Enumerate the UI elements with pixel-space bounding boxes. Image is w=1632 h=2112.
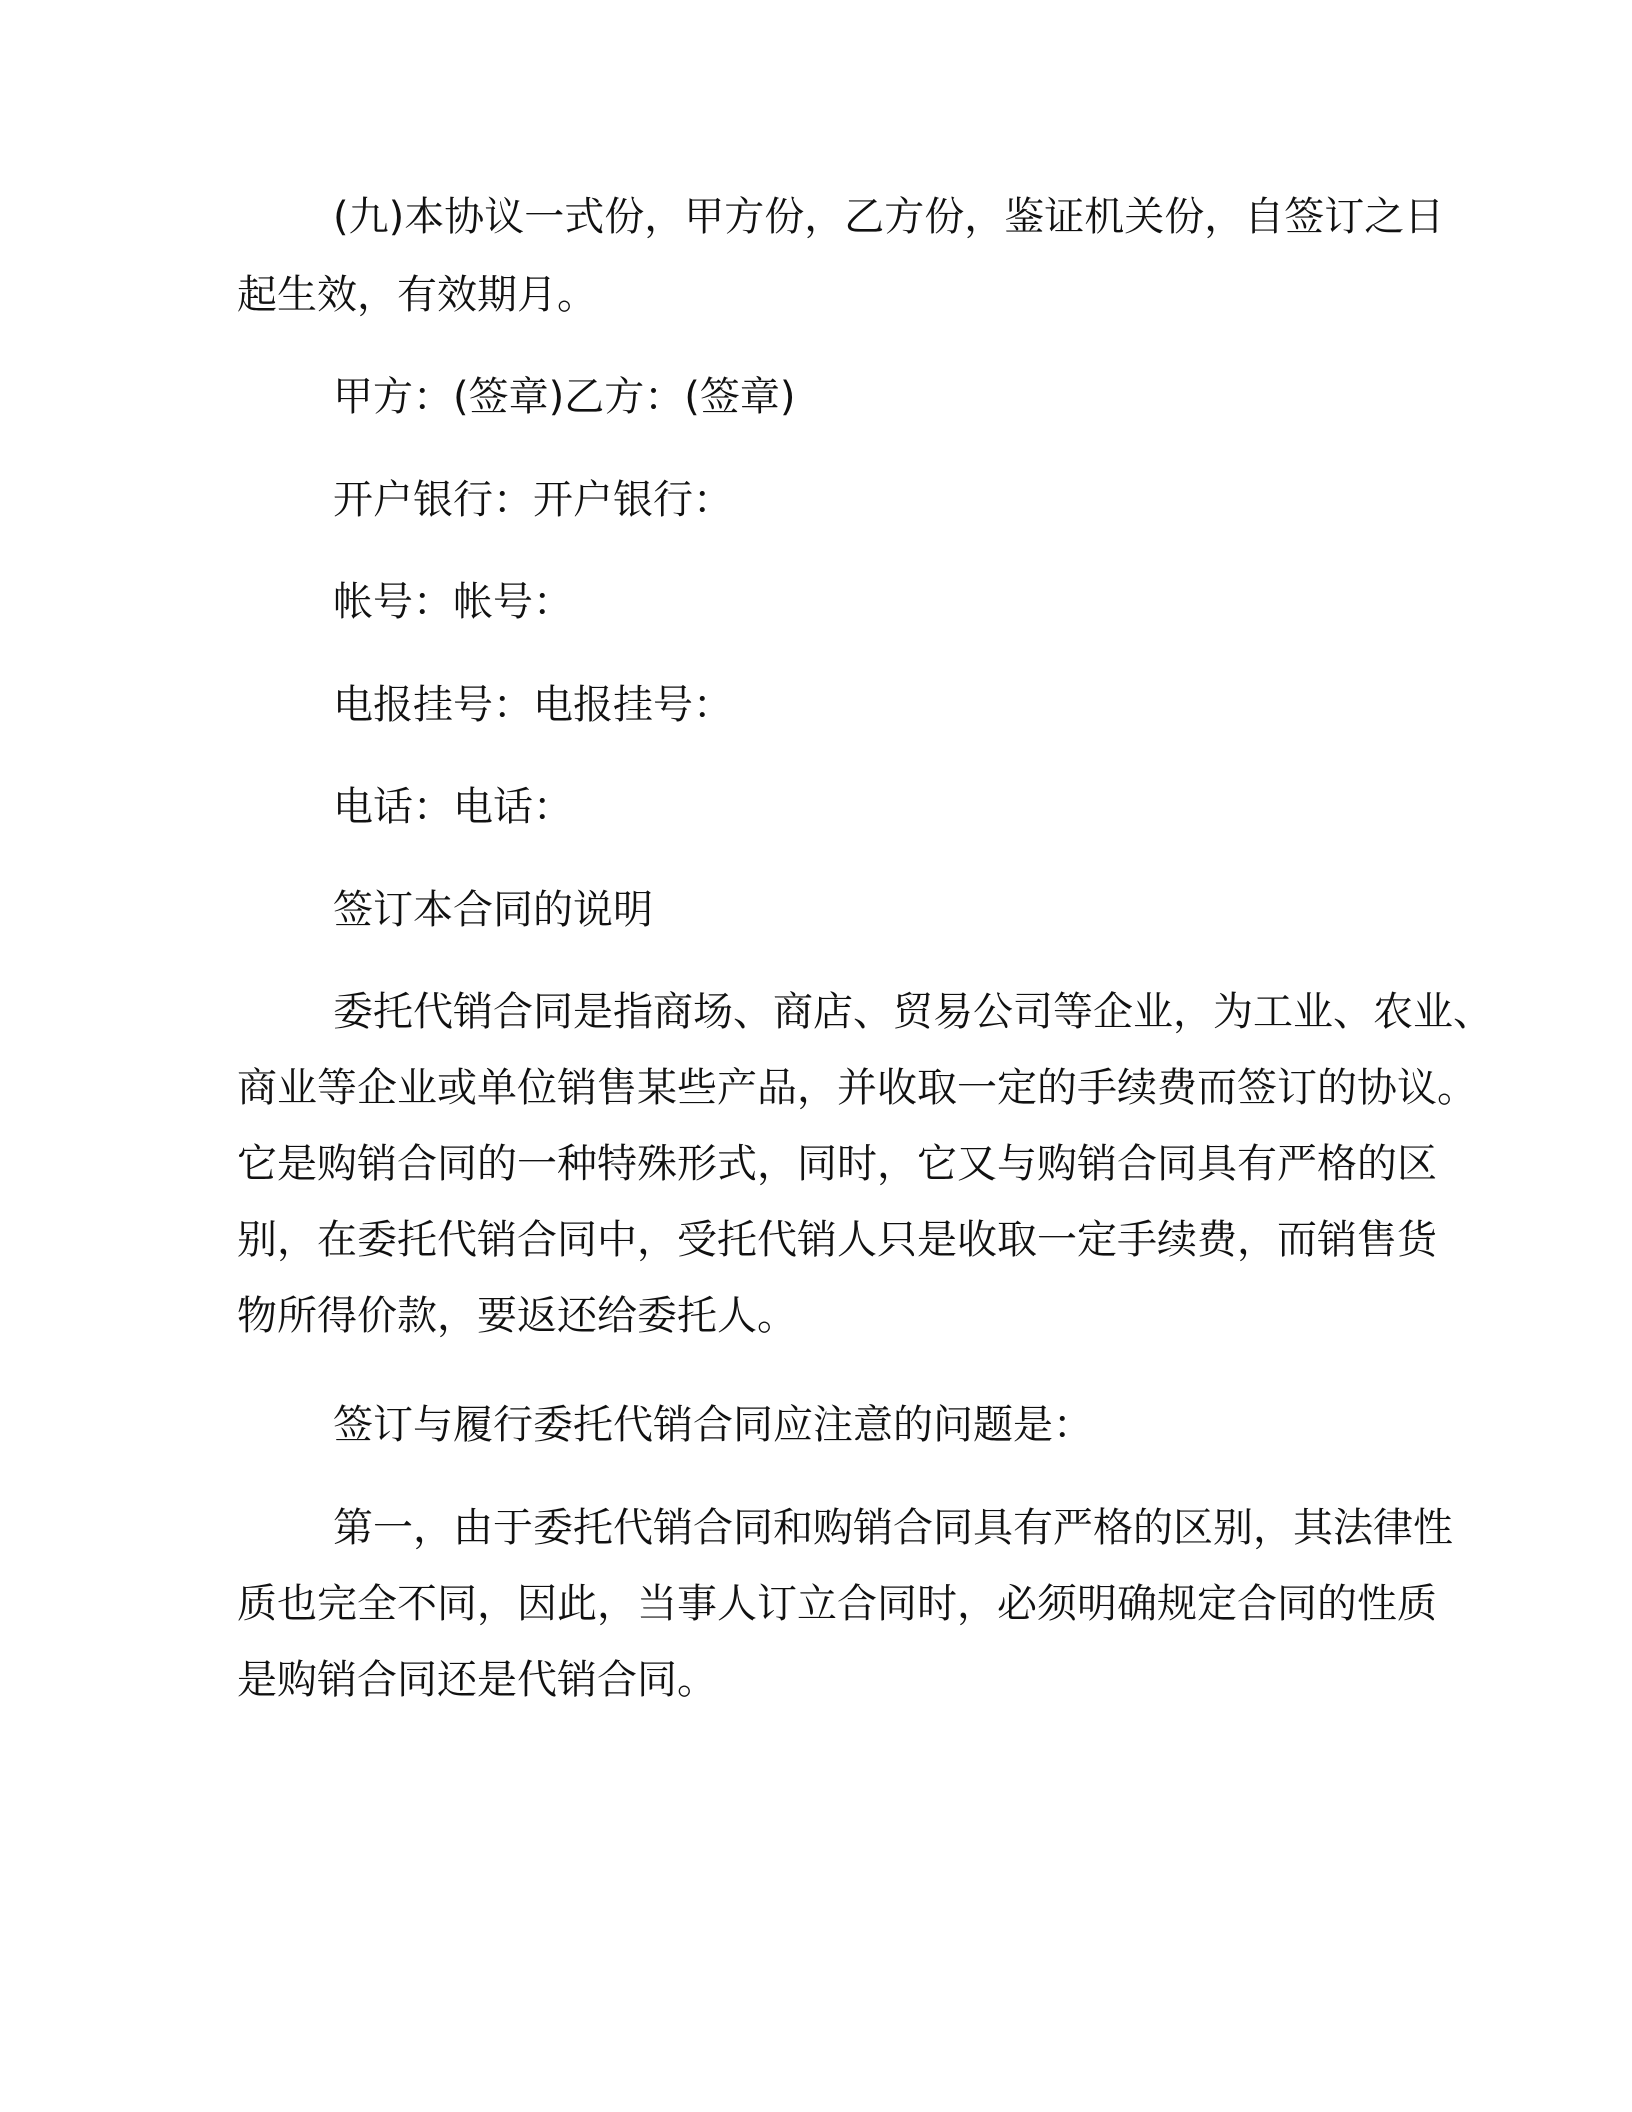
first-point-line-2: 质也完全不同，因此，当事人订立合同时，必须明确规定合同的性质 [237,1581,1437,1627]
first-point-line-3: 是购销合同还是代销合同。 [237,1657,717,1703]
telegraph-line: 电报挂号：电报挂号： [333,682,733,728]
account-line: 帐号：帐号： [333,579,573,625]
explanation-line-1: 委托代销合同是指商场、商店、贸易公司等企业，为工业、农业、 [333,989,1493,1035]
explanation-line-2: 商业等企业或单位销售某些产品，并收取一定的手续费而签订的协议。 [237,1065,1477,1111]
clause-9-line-1: (九)本协议一式份，甲方份，乙方份，鉴证机关份，自签订之日 [333,194,1445,240]
explanation-heading: 签订本合同的说明 [333,887,653,933]
explanation-line-5: 物所得价款，要返还给委托人。 [237,1293,797,1339]
clause-9-line-2: 起生效，有效期月。 [237,272,597,318]
explanation-line-3: 它是购销合同的一种特殊形式，同时，它又与购销合同具有严格的区 [237,1141,1437,1187]
signature-line: 甲方：(签章)乙方：(签章) [333,374,796,420]
bank-line: 开户银行：开户银行： [333,477,733,523]
phone-line: 电话：电话： [333,784,573,830]
first-point-line-1: 第一，由于委托代销合同和购销合同具有严格的区别，其法律性 [333,1505,1453,1551]
issues-heading: 签订与履行委托代销合同应注意的问题是： [333,1402,1093,1448]
explanation-line-4: 别，在委托代销合同中，受托代销人只是收取一定手续费，而销售货 [237,1217,1437,1263]
